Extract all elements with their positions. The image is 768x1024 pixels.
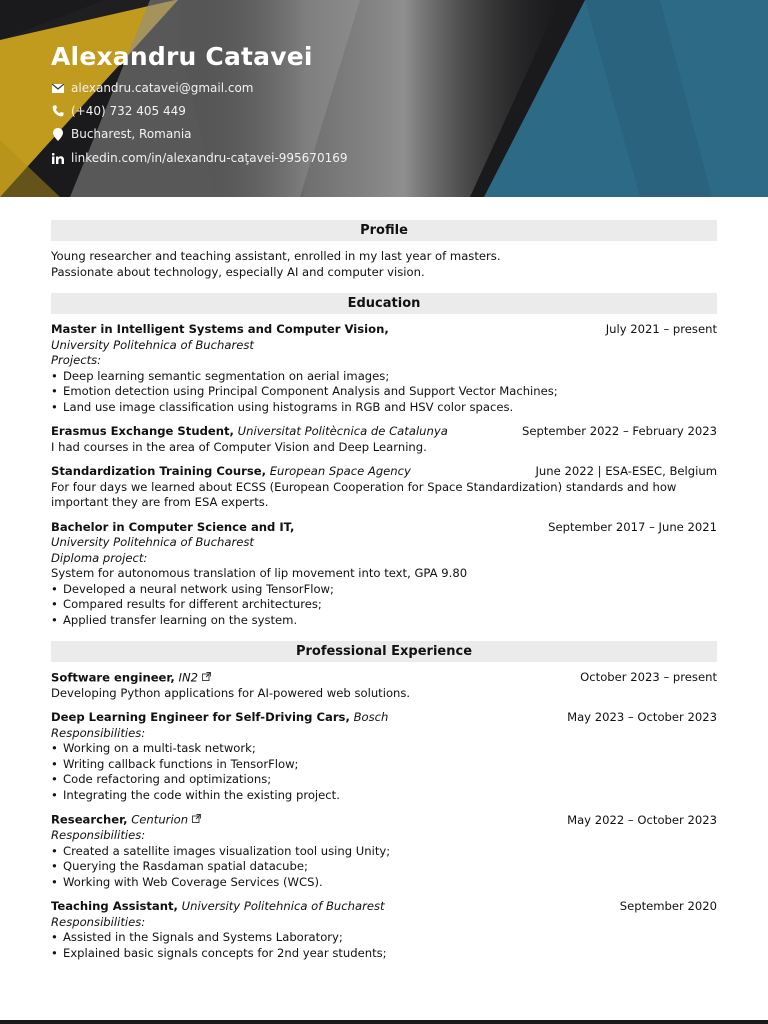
entry-date: September 2020 (619, 899, 717, 913)
entry-bullet-list (51, 844, 717, 891)
entry-title: Bachelor in Computer Science and IT, (51, 519, 295, 534)
list-item: • Working on a multi-task network; (51, 741, 717, 757)
list-item: • Working with Web Coverage Services (WCS). (51, 875, 717, 891)
section-profile (51, 220, 717, 280)
experience-entry-teaching-assistant (51, 899, 717, 961)
entry-bullet-list (51, 582, 717, 629)
education-entry-master (51, 322, 717, 415)
entry-bullet-list (51, 741, 717, 803)
entry-title: Software engineer, IN2 (51, 670, 211, 686)
external-link-icon[interactable] (192, 812, 201, 828)
phone-icon (51, 105, 64, 118)
entry-header-row (51, 670, 717, 686)
list-item: • Applied transfer learning on the system. (51, 613, 717, 629)
entry-date: May 2022 – October 2023 (567, 812, 717, 827)
entry-date: May 2023 – October 2023 (567, 710, 717, 725)
entry-organization: University Politehnica of Bucharest (181, 899, 385, 913)
entry-organization: European Space Agency (269, 464, 411, 478)
contact-linkedin-text: linkedin.com/in/alexandru-caţavei-995670169 (71, 151, 348, 165)
contact-location (51, 127, 192, 141)
entry-description: For four days we learned about ECSS (European Cooperation for Space Standardization) standards and how important they are from ESA experts. (51, 479, 677, 509)
resume-content (51, 220, 717, 974)
section-heading-profile: Profile (51, 220, 717, 241)
entry-header-row (51, 424, 717, 440)
entry-bullet-list (51, 930, 717, 961)
location-pin-icon (51, 128, 64, 141)
list-item: • Assisted in the Signals and Systems Laboratory; (51, 930, 717, 946)
education-entry-bachelor (51, 520, 717, 629)
entry-title: Deep Learning Engineer for Self-Driving Cars, Bosch (51, 710, 389, 725)
experience-entry-bosch (51, 710, 717, 803)
list-item: • Code refactoring and optimizations; (51, 772, 717, 788)
experience-entry-in2 (51, 670, 717, 701)
entry-label: Responsibilities: (51, 725, 146, 740)
entry-label: Projects: (51, 353, 102, 367)
entry-date: June 2022 | ESA-ESEC, Belgium (535, 464, 717, 478)
entry-title: Teaching Assistant, University Politehnica of Bucharest (51, 899, 385, 913)
entry-institution: University Politehnica of Bucharest (51, 337, 254, 352)
list-item: • Integrating the code within the existing project. (51, 788, 717, 804)
entry-institution: University Politehnica of Bucharest (51, 535, 254, 549)
page-bottom-bar (0, 1020, 768, 1024)
list-item: • Land use image classification using histograms in RGB and HSV color spaces. (51, 400, 717, 416)
education-entry-esa-course (51, 464, 717, 511)
entry-header-row (51, 812, 717, 828)
contact-location-text: Bucharest, Romania (71, 127, 192, 141)
resume-header (0, 0, 768, 197)
section-heading-experience: Professional Experience (51, 641, 717, 662)
header-background-graphic (0, 0, 768, 197)
list-item: • Developed a neural network using TensorFlow; (51, 582, 717, 598)
entry-header-row (51, 710, 717, 726)
external-link-icon[interactable] (202, 670, 211, 686)
entry-label: Responsibilities: (51, 828, 146, 842)
list-item: • Explained basic signals concepts for 2nd year students; (51, 946, 717, 962)
entry-description: I had courses in the area of Computer Vision and Deep Learning. (51, 439, 427, 454)
contact-phone[interactable] (51, 104, 186, 118)
candidate-name: Alexandru Catavei (51, 42, 313, 71)
entry-title: Researcher, Centurion (51, 812, 201, 828)
entry-organization: Bosch (353, 710, 389, 725)
list-item: • Writing callback functions in TensorFlow; (51, 757, 717, 773)
section-heading-education: Education (51, 293, 717, 314)
list-item: • Compared results for different architectures; (51, 597, 717, 613)
entry-bullet-list (51, 369, 717, 416)
section-education (51, 293, 717, 628)
entry-organization: Universitat Politècnica de Catalunya (237, 424, 448, 438)
experience-entry-centurion (51, 812, 717, 890)
contact-phone-text: (+40) 732 405 449 (71, 104, 186, 118)
entry-title: Erasmus Exchange Student, Universitat Politècnica de Catalunya (51, 424, 448, 438)
profile-line: Young researcher and teaching assistant, enrolled in my last year of masters. (51, 249, 501, 263)
list-item: • Emotion detection using Principal Component Analysis and Support Vector Machines; (51, 384, 717, 400)
education-entry-erasmus (51, 424, 717, 455)
entry-date: September 2017 – June 2021 (548, 519, 717, 534)
entry-title: Master in Intelligent Systems and Computer Vision, (51, 322, 389, 336)
entry-header-row (51, 899, 717, 915)
entry-label: Diploma project: (51, 550, 148, 565)
list-item: • Querying the Rasdaman spatial datacube; (51, 859, 717, 875)
entry-organization: Centurion (131, 812, 189, 827)
list-item: • Created a satellite images visualization tool using Unity; (51, 844, 717, 860)
profile-line: Passionate about technology, especially AI and computer vision. (51, 264, 425, 279)
list-item: • Deep learning semantic segmentation on aerial images; (51, 369, 717, 385)
entry-date: October 2023 – present (580, 670, 717, 685)
entry-header-row (51, 322, 717, 338)
entry-date: July 2021 – present (605, 322, 717, 336)
entry-date: September 2022 – February 2023 (521, 424, 717, 438)
entry-header-row (51, 464, 717, 480)
contact-linkedin[interactable] (51, 151, 347, 165)
linkedin-icon (51, 152, 64, 165)
section-experience (51, 641, 717, 961)
contact-email-text: alexandru.catavei@gmail.com (71, 81, 254, 95)
entry-header-row (51, 520, 717, 536)
entry-title: Standardization Training Course, European Space Agency (51, 464, 411, 478)
entry-description: Developing Python applications for AI-powered web solutions. (51, 685, 411, 700)
envelope-icon (51, 82, 64, 95)
contact-email[interactable] (51, 81, 254, 95)
entry-organization: IN2 (178, 670, 198, 685)
entry-description: System for autonomous translation of lip movement into text, GPA 9.80 (51, 566, 468, 580)
entry-label: Responsibilities: (51, 914, 146, 929)
